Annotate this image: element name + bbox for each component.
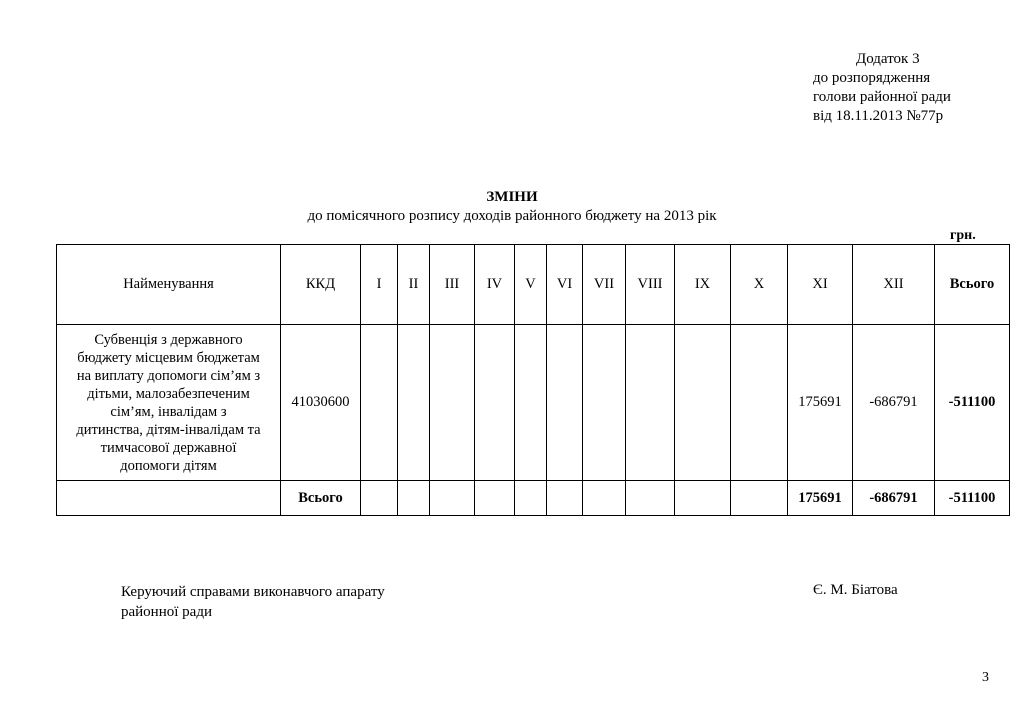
- total-month-9: [675, 481, 731, 516]
- table-row: [57, 325, 1010, 481]
- row-month-12: -686791: [853, 325, 935, 481]
- row-name-line: Субвенція з державного: [94, 331, 243, 348]
- row-month-11: 175691: [788, 325, 853, 481]
- appendix-line-4: від 18.11.2013 №77р: [813, 108, 944, 124]
- total-row-name: [57, 481, 281, 516]
- total-month-2: [398, 481, 430, 516]
- table-header-row: [57, 245, 1010, 325]
- signature-position: [121, 582, 385, 622]
- row-total: -511100: [935, 325, 1010, 481]
- header-month-6: VI: [547, 245, 583, 325]
- total-month-4: [475, 481, 515, 516]
- header-month-11: XI: [788, 245, 853, 325]
- total-month-11: 175691: [788, 481, 853, 516]
- document-subtitle: до помісячного розпису доходів районного бюджету на 2013 рік: [307, 208, 717, 224]
- total-month-10: [731, 481, 788, 516]
- row-month-6: [547, 325, 583, 481]
- currency-unit: грн.: [950, 228, 976, 243]
- header-total: Всього: [935, 245, 1010, 325]
- appendix-line-2: до розпорядження: [813, 70, 931, 86]
- header-month-8: VIII: [626, 245, 675, 325]
- row-month-1: [361, 325, 398, 481]
- row-name-line: на виплату допомоги сім’ям з: [76, 367, 261, 384]
- position-line-1: Керуючий справами виконавчого апарату: [121, 584, 385, 600]
- total-month-8: [626, 481, 675, 516]
- row-month-3: [430, 325, 475, 481]
- total-month-12: -686791: [853, 481, 935, 516]
- row-name-line: тимчасової державної: [100, 439, 237, 456]
- total-month-1: [361, 481, 398, 516]
- row-name-line: дітьми, малозабезпеченим: [87, 385, 250, 402]
- header-month-9: IX: [675, 245, 731, 325]
- header-month-2: II: [398, 245, 430, 325]
- appendix-note: [813, 50, 951, 126]
- row-month-10: [731, 325, 788, 481]
- total-grand: -511100: [935, 481, 1010, 516]
- table-total-row: [57, 481, 1010, 516]
- position-line-2: районної ради: [121, 604, 212, 620]
- header-month-3: III: [430, 245, 475, 325]
- row-month-5: [515, 325, 547, 481]
- row-name-cell: [57, 325, 281, 481]
- total-month-5: [515, 481, 547, 516]
- header-month-5: V: [515, 245, 547, 325]
- appendix-line-1: Додаток 3: [856, 51, 920, 67]
- total-month-3: [430, 481, 475, 516]
- row-kkd: 41030600: [281, 325, 361, 481]
- header-month-12: XII: [853, 245, 935, 325]
- header-month-1: I: [361, 245, 398, 325]
- row-month-2: [398, 325, 430, 481]
- row-name-line: бюджету місцевим бюджетам: [77, 349, 260, 366]
- signatory-name: Є. М. Біатова: [813, 582, 898, 598]
- page-number: 3: [982, 670, 989, 685]
- header-name: Найменування: [57, 245, 281, 325]
- row-name-line: дитинства, дітям-інвалідам та: [76, 421, 261, 438]
- row-month-9: [675, 325, 731, 481]
- row-month-8: [626, 325, 675, 481]
- row-month-7: [583, 325, 626, 481]
- budget-changes-table: [56, 244, 1010, 516]
- header-month-4: IV: [475, 245, 515, 325]
- row-name-line: сім’ям, інвалідам з: [110, 403, 227, 420]
- total-month-6: [547, 481, 583, 516]
- row-name-line: допомоги дітям: [120, 457, 217, 474]
- document-title: ЗМІНИ: [486, 189, 538, 205]
- appendix-line-3: голови районної ради: [813, 89, 951, 105]
- row-month-4: [475, 325, 515, 481]
- total-month-7: [583, 481, 626, 516]
- header-month-10: X: [731, 245, 788, 325]
- header-month-7: VII: [583, 245, 626, 325]
- header-kkd: ККД: [281, 245, 361, 325]
- total-row-label: Всього: [281, 481, 361, 516]
